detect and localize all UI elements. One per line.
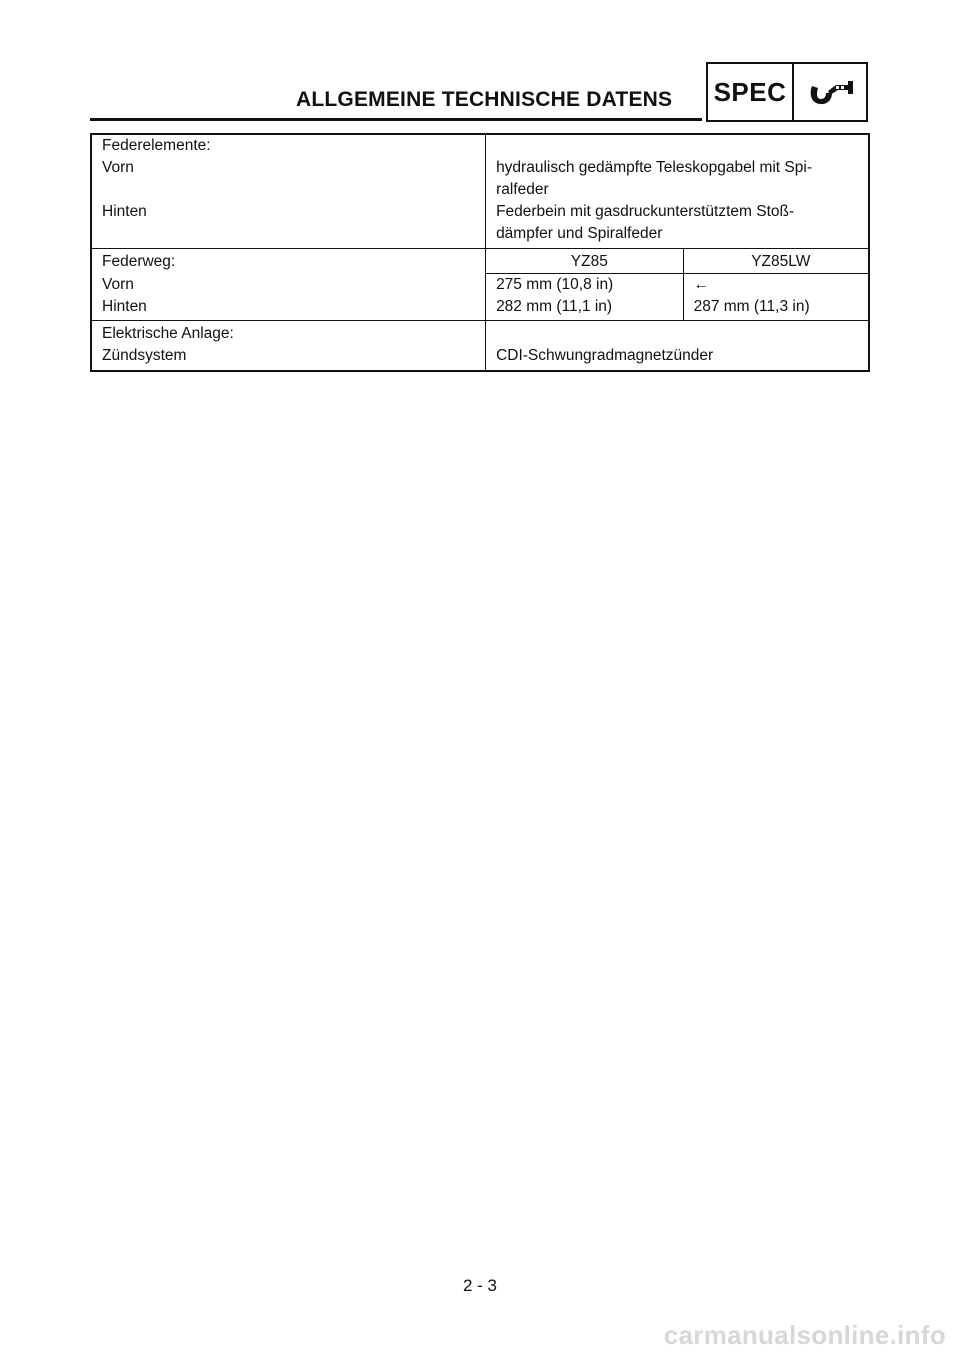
column-header: YZ85 bbox=[486, 249, 684, 274]
section-heading: Federelemente: bbox=[91, 134, 486, 157]
wrench-icon bbox=[794, 64, 866, 120]
empty-cell bbox=[486, 134, 869, 157]
page-header bbox=[90, 62, 868, 122]
row-label: Vorn bbox=[91, 157, 486, 201]
page-title: ALLGEMEINE TECHNISCHE DATENS bbox=[296, 88, 673, 111]
row-value: CDI-Schwungradmagnetzünder bbox=[496, 347, 714, 364]
row-value-b: 287 mm (11,3 in) bbox=[683, 296, 869, 321]
row-label: Zündsystem bbox=[91, 345, 486, 371]
empty-cell bbox=[486, 321, 869, 346]
table-row bbox=[91, 134, 869, 157]
spec-table bbox=[90, 133, 870, 372]
spec-label: SPEC bbox=[708, 64, 794, 120]
row-value-b: ← bbox=[693, 276, 710, 293]
table-row bbox=[91, 296, 869, 321]
row-value-a: 275 mm (10,8 in) bbox=[486, 274, 684, 297]
table-row bbox=[91, 274, 869, 297]
spec-badge bbox=[706, 62, 868, 122]
header-rule bbox=[90, 118, 702, 121]
section-heading: Elektrische Anlage: bbox=[91, 321, 486, 346]
table-row bbox=[91, 249, 869, 274]
table-row bbox=[91, 345, 869, 371]
row-value: Federbein mit gasdruckunterstütztem Stoß- dämpfer und Spiralfeder bbox=[486, 201, 869, 249]
column-header: YZ85LW bbox=[683, 249, 869, 274]
row-value-a: 282 mm (11,1 in) bbox=[486, 296, 684, 321]
row-label: Hinten bbox=[91, 296, 486, 321]
section-heading: Federweg: bbox=[91, 249, 486, 274]
row-label: Vorn bbox=[91, 274, 486, 297]
watermark: carmanualsonline.info bbox=[663, 1320, 946, 1350]
row-label: Hinten bbox=[91, 201, 486, 249]
row-value: hydraulisch gedämpfte Teleskopgabel mit Spi- ralfeder bbox=[496, 159, 812, 198]
table-row bbox=[91, 201, 869, 249]
page-number: 2 - 3 bbox=[462, 1276, 498, 1295]
table-row bbox=[91, 321, 869, 346]
table-row bbox=[91, 157, 869, 201]
